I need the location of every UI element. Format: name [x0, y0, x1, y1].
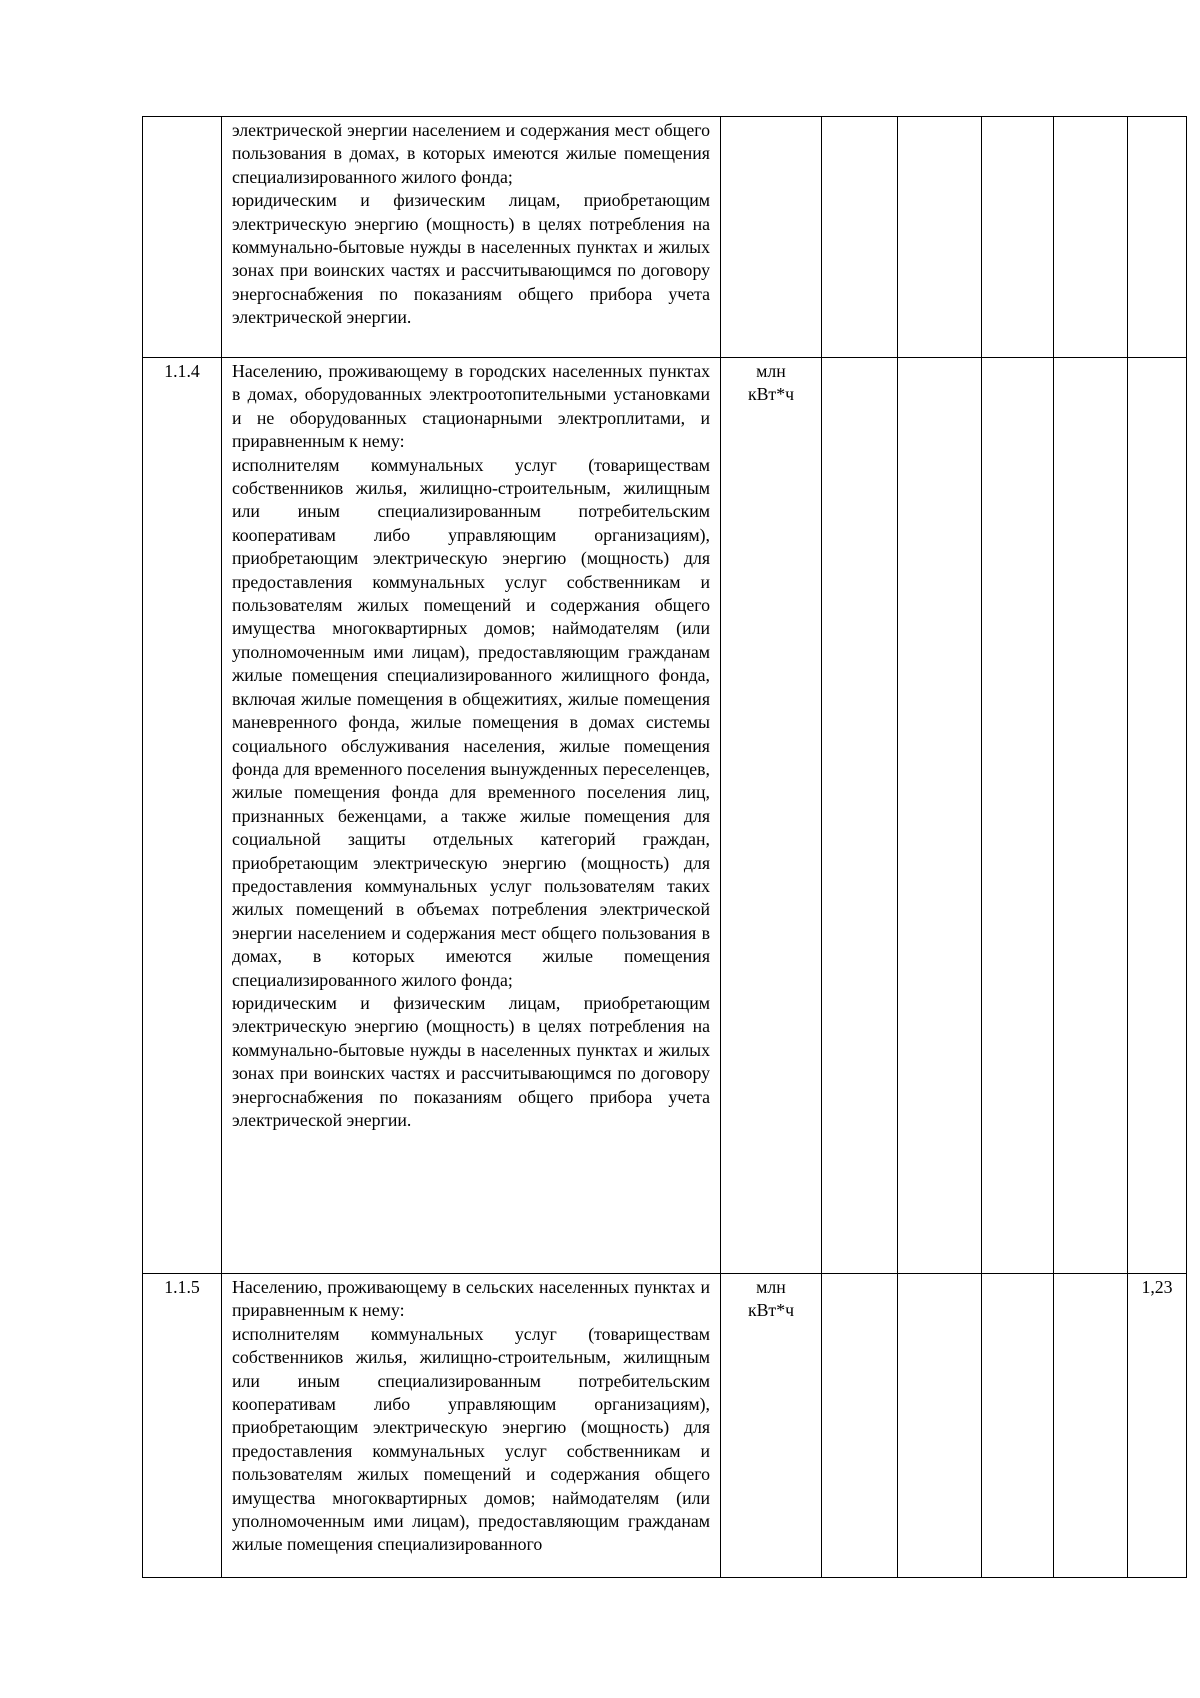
unit-cell: [721, 1274, 822, 1578]
value-cell: [1054, 358, 1128, 1274]
value-cell: [898, 117, 982, 358]
table-row: [143, 117, 1187, 358]
row-description: [222, 358, 721, 1274]
value-cell: [1054, 1274, 1128, 1578]
value-cell: [822, 117, 898, 358]
unit-line: млн: [756, 1277, 786, 1297]
value-cell: 1,23: [1128, 1274, 1187, 1578]
description-paragraph: электрической энергии населением и содержания мест общего пользования в домах, в которых имеются жилые помещения специализированного жилого фонда;: [232, 120, 710, 187]
table-row: [143, 1274, 1187, 1578]
unit-line: кВт*ч: [747, 1300, 795, 1321]
description-paragraph: юридическим и физическим лицам, приобретающим электрическую энергию (мощность) в целях потребления на коммунально-бытовые нужды в населенных пунктах и жилых зонах при воинских частях и рассчитывающимся по договору энергоснабжения по показаниям общего прибора учета электрической энергии.: [232, 992, 710, 1130]
row-number: 1.1.4: [143, 358, 222, 1274]
description-paragraph: Населению, проживающему в сельских населенных пунктах и приравненным к нему:: [232, 1277, 710, 1321]
row-description: [222, 1274, 721, 1578]
value-cell: [1128, 117, 1187, 358]
description-paragraph: Населению, проживающему в городских населенных пунктах в домах, оборудованных электроотопительными установками и не оборудованных стационарными электроплитами, и приравненным к нему:: [232, 361, 710, 452]
description-paragraph: исполнителям коммунальных услуг (товариществам собственников жилья, жилищно-строительным, жилищным или иным специализированным потребительским кооперативам либо управляющим организациям), приобретающим электрическую энергию (мощность) для предоставления коммунальных услуг собственникам и пользователям жилых помещений и содержания общего имущества многоквартирных домов; наймодателям (или уполномоченным ими лицам), предоставляющим гражданам жилые помещения специализированного: [232, 1323, 710, 1555]
value-cell: [1054, 117, 1128, 358]
row-number: 1.1.5: [143, 1274, 222, 1578]
description-paragraph: исполнителям коммунальных услуг (товариществам собственников жилья, жилищно-строительным, жилищным или иным специализированным потребительским кооперативам либо управляющим организациям), приобретающим электрическую энергию (мощность) для предоставления коммунальных услуг собственникам и пользователям жилых помещений и содержания общего имущества многоквартирных домов; наймодателям (или уполномоченным ими лицам), предоставляющим гражданам жилые помещения специализированного жилищного фонда, включая жилые помещения в общежитиях, жилые помещения маневренного фонда, жилые помещения в домах системы социального обслуживания населения, жилые помещения фонда для временного поселения вынужденных переселенцев, жилые помещения фонда для временного поселения лиц, признанных беженцами, а также жилые помещения для социальной защиты отдельных категорий граждан, приобретающим электрическую энергию (мощность) для предоставления коммунальных услуг пользователям таких жилых помещений в объемах потребления электрической энергии населением и содержания мест общего пользования в домах, в которых имеются жилые помещения специализированного жилого фонда;: [232, 454, 710, 990]
unit-line: млн: [756, 361, 786, 381]
row-number: [143, 117, 222, 358]
document-page: [142, 116, 1200, 1578]
table-row: [143, 358, 1187, 1274]
value-cell: [822, 1274, 898, 1578]
tariff-table: [142, 116, 1187, 1578]
unit-cell: [721, 117, 822, 358]
value-cell: [982, 1274, 1054, 1578]
row-description: [222, 117, 721, 358]
unit-cell: [721, 358, 822, 1274]
unit-line: кВт*ч: [747, 384, 795, 405]
value-cell: [822, 358, 898, 1274]
value-cell: [1128, 358, 1187, 1274]
description-paragraph: юридическим и физическим лицам, приобретающим электрическую энергию (мощность) в целях потребления на коммунально-бытовые нужды в населенных пунктах и жилых зонах при воинских частях и рассчитывающимся по договору энергоснабжения по показаниям общего прибора учета электрической энергии.: [232, 190, 710, 328]
value-cell: [982, 117, 1054, 358]
value-cell: [898, 1274, 982, 1578]
value-cell: [982, 358, 1054, 1274]
value-cell: [898, 358, 982, 1274]
